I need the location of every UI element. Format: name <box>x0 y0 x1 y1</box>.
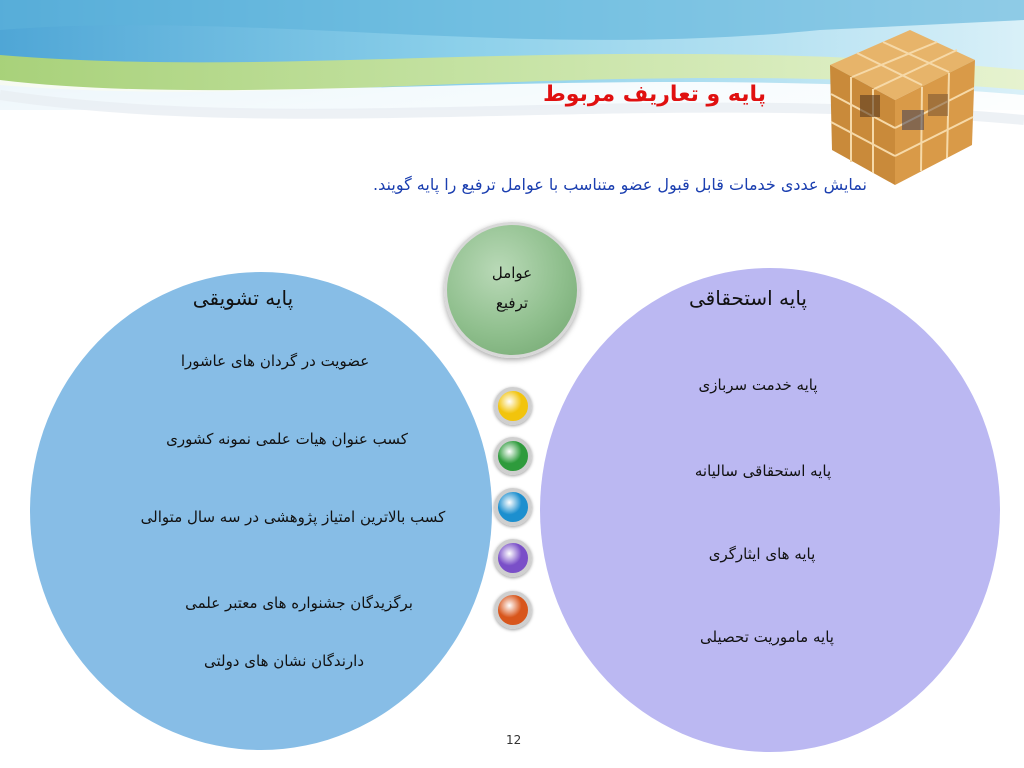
incentive-item: کسب عنوان هیات علمی نمونه کشوری <box>166 430 408 448</box>
incentive-heading: پایه تشویقی <box>192 286 294 310</box>
orange-dot-icon <box>494 591 532 629</box>
badge-line-1: عوامل <box>491 264 533 282</box>
slide-title: پایه و تعاریف مربوط <box>542 82 766 107</box>
yellow-dot-icon <box>494 387 532 425</box>
entitlement-item: پایه خدمت سربازی <box>698 376 818 394</box>
entitlement-heading: پایه استحقاقی <box>688 286 808 310</box>
photo-cube-icon <box>800 10 990 200</box>
definition-text: نمایش عددی خدمات قابل قبول عضو متناسب با عوامل ترفیع را پایه گویند. <box>373 175 867 194</box>
promotion-factors-badge <box>444 222 580 358</box>
entitlement-item: پایه استحقاقی سالیانه <box>694 462 832 480</box>
blue-dot-icon <box>494 488 532 526</box>
green-dot-icon <box>494 437 532 475</box>
incentive-item: کسب بالاترین امتیاز پژوهشی در سه سال متوالی <box>140 508 446 526</box>
entitlement-circle <box>540 268 1000 752</box>
page-number: 12 <box>506 733 522 747</box>
badge-line-2: ترفیع <box>495 294 529 312</box>
incentive-item: دارندگان نشان های دولتی <box>203 652 365 670</box>
entitlement-item: پایه ماموریت تحصیلی <box>700 628 834 646</box>
incentive-item: برگزیدگان جشنواره های معتبر علمی <box>185 594 413 612</box>
purple-dot-icon <box>494 539 532 577</box>
entitlement-item: پایه های ایثارگری <box>708 545 816 563</box>
incentive-item: عضویت در گردان های عاشورا <box>180 352 370 370</box>
